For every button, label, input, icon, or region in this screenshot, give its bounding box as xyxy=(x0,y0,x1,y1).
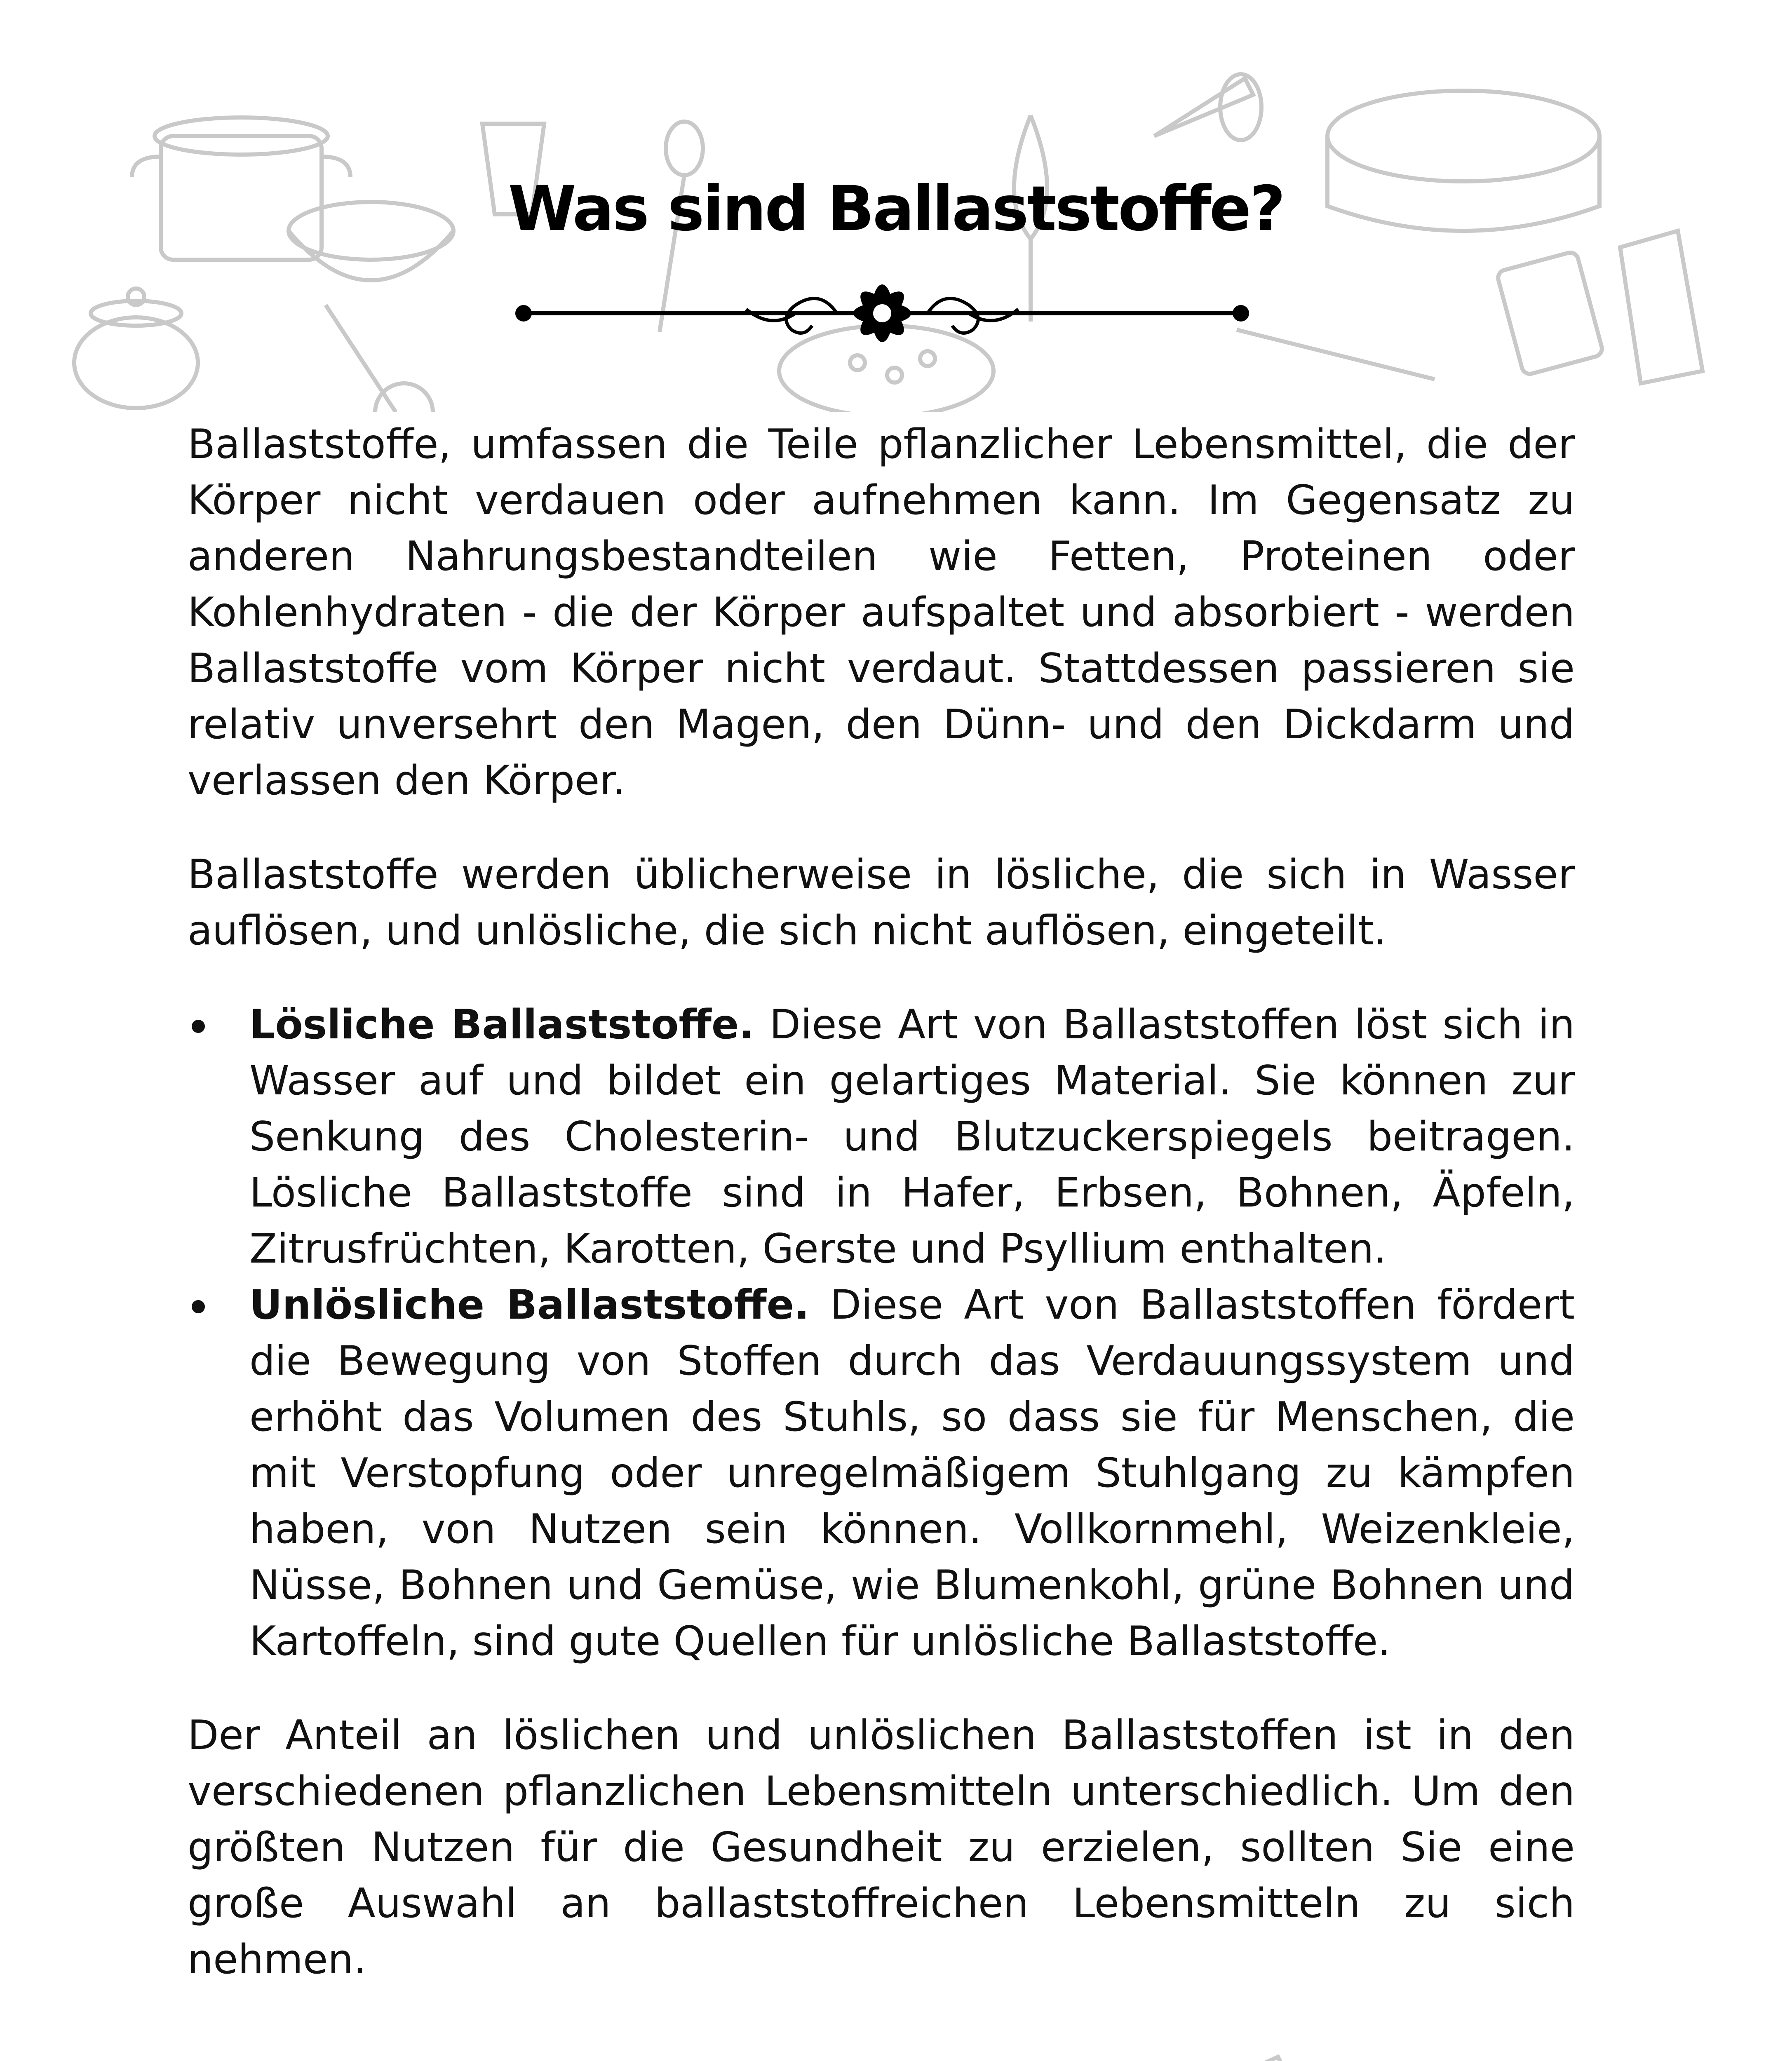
bullet-icon xyxy=(192,1300,205,1313)
bullet-icon xyxy=(192,1020,205,1033)
page-title: Was sind Ballaststoffe? xyxy=(508,173,1284,245)
scroll-right-icon xyxy=(928,298,1018,333)
ornament-divider xyxy=(511,272,1253,354)
list-item-text: Diese Art von Ballaststoffen löst sich in Wasser auf und bildet ein gelartiges Material. Sie können zur Senkung des Cholesterin- und Blutzuckerspiegels beitragen. Lösliche Ballaststoffe sind in Hafer, Erbsen, Bohnen, Äpfeln, Zitrusfrüchten, Karotten, Gerste und Psyllium enthalten. xyxy=(249,1001,1575,1272)
scale-icon xyxy=(1496,251,1604,376)
closing-paragraph: Der Anteil an löslichen und unlöslichen Ballaststoffen ist in den verschiedenen pflanzlichen Lebensmitteln unterschiedlich. Um den größten Nutzen für die Gesundheit zu erzielen, sollten Sie eine große Auswahl an ballaststoffreichen Lebensmitteln zu sich nehmen. xyxy=(188,1712,1575,1983)
knife-icon xyxy=(1154,78,1253,136)
intro-paragraph: Ballaststoffe, umfassen die Teile pflanzlicher Lebensmittel, die der Körper nicht verdauen oder aufnehmen kann. Im Gegensatz zu anderen Nahrungsbestandteilen wie Fetten, Proteinen oder Kohlenhydraten - die der Körper aufspaltet und absorbiert - werden Ballaststoffe vom Körper nicht verdaut. Stattdessen passieren sie relativ unversehrt den Magen, den Dünn- und den Dickdarm und verlassen den Körper. xyxy=(188,421,1575,804)
article-body xyxy=(188,416,1575,2026)
knife-icon xyxy=(1187,2057,1286,2061)
kitchen-doodles-bottom xyxy=(0,2040,1792,2061)
list-item xyxy=(188,1277,1575,1669)
list-item-term: Unlösliche Ballaststoffe. xyxy=(249,1282,810,1329)
list-item xyxy=(188,997,1575,1277)
classification-paragraph: Ballaststoffe werden üblicherweise in lösliche, die sich in Wasser auflösen, und unlösliche, die sich nicht auflösen, eingeteilt. xyxy=(188,851,1575,954)
rolling-pin-icon xyxy=(1237,330,1435,379)
sugar-bowl-icon xyxy=(74,289,198,408)
grater-icon xyxy=(1620,231,1703,383)
fiber-types-list xyxy=(188,997,1575,1669)
list-item-term: Lösliche Ballaststoffe. xyxy=(249,1001,754,1048)
scroll-left-icon xyxy=(746,298,837,333)
ladle-icon xyxy=(326,305,433,412)
list-item-text: Diese Art von Ballaststoffen fördert die Bewegung von Stoffen durch das Verdauungssystem und erhöht das Volumen des Stuhls, so dass sie für Menschen, die mit Verstopfung oder unregelmäßigem Stuhlgang zu kämpfen haben, von Nutzen sein können. Vollkornmehl, Weizenkleie, Nüsse, Bohnen und Gemüse, wie Blumenkohl, grüne Bohnen und Kartoffeln, sind gute Quellen für unlösliche Ballaststoffe. xyxy=(249,1282,1575,1665)
flower-icon xyxy=(853,284,911,342)
